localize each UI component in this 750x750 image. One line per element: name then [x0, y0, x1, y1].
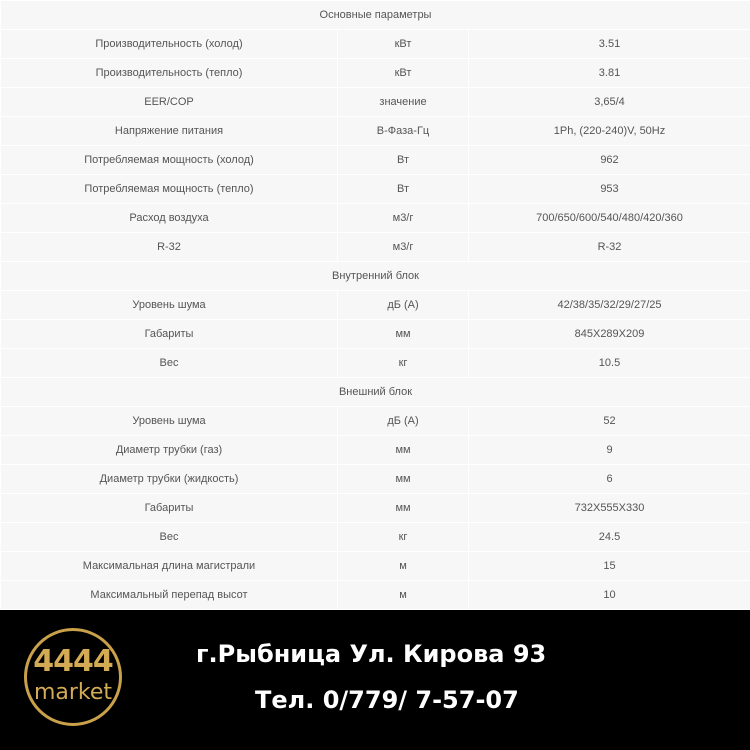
- cell-unit: дБ (А): [338, 291, 469, 320]
- cell-param: Габариты: [1, 320, 338, 349]
- cell-param: Потребляемая мощность (тепло): [1, 175, 338, 204]
- section-title: Основные параметры: [1, 1, 750, 30]
- cell-param: Максимальный перепад высот: [1, 581, 338, 610]
- cell-value: 962: [469, 146, 750, 175]
- table-row: [1, 146, 750, 175]
- table-row: [1, 407, 750, 436]
- section-header-row: [1, 262, 750, 291]
- cell-unit: м3/г: [338, 204, 469, 233]
- store-address: г.Рыбница Ул. Кирова 93: [196, 640, 547, 668]
- cell-value: 1Ph, (220-240)V, 50Hz: [469, 117, 750, 146]
- table-row: [1, 494, 750, 523]
- logo-word: market: [33, 680, 113, 705]
- cell-value: 10.5: [469, 349, 750, 378]
- table-row: [1, 581, 750, 610]
- cell-param: Уровень шума: [1, 291, 338, 320]
- cell-param: Вес: [1, 523, 338, 552]
- cell-value: R-32: [469, 233, 750, 262]
- cell-param: Потребляемая мощность (холод): [1, 146, 338, 175]
- cell-unit: значение: [338, 88, 469, 117]
- table-row: [1, 291, 750, 320]
- cell-unit: мм: [338, 436, 469, 465]
- cell-unit: дБ (А): [338, 407, 469, 436]
- cell-value: 845Х289Х209: [469, 320, 750, 349]
- cell-unit: м3/г: [338, 233, 469, 262]
- cell-param: Расход воздуха: [1, 204, 338, 233]
- cell-unit: кВт: [338, 59, 469, 88]
- cell-param: Диаметр трубки (газ): [1, 436, 338, 465]
- cell-value: 3.51: [469, 30, 750, 59]
- cell-value: 10: [469, 581, 750, 610]
- cell-param: R-32: [1, 233, 338, 262]
- cell-value: 3.81: [469, 59, 750, 88]
- cell-value: 52: [469, 407, 750, 436]
- table-row: [1, 436, 750, 465]
- cell-unit: мм: [338, 494, 469, 523]
- store-phone: Тел. 0/779/ 7-57-07: [255, 686, 519, 714]
- cell-param: Уровень шума: [1, 407, 338, 436]
- cell-value: 9: [469, 436, 750, 465]
- cell-value: 700/650/600/540/480/420/360: [469, 204, 750, 233]
- cell-value: 732Х555Х330: [469, 494, 750, 523]
- table-row: [1, 523, 750, 552]
- cell-unit: м: [338, 552, 469, 581]
- cell-param: Вес: [1, 349, 338, 378]
- spec-table-body: [1, 1, 750, 610]
- cell-value: 3,65/4: [469, 88, 750, 117]
- section-header-row: [1, 1, 750, 30]
- cell-param: Диаметр трубки (жидкость): [1, 465, 338, 494]
- cell-param: Максимальная длина магистрали: [1, 552, 338, 581]
- table-row: [1, 465, 750, 494]
- table-row: [1, 59, 750, 88]
- cell-unit: кВт: [338, 30, 469, 59]
- table-row: [1, 117, 750, 146]
- cell-param: EER/COP: [1, 88, 338, 117]
- cell-unit: кг: [338, 523, 469, 552]
- cell-param: Производительность (холод): [1, 30, 338, 59]
- cell-unit: Вт: [338, 146, 469, 175]
- section-header-row: [1, 378, 750, 407]
- table-row: [1, 204, 750, 233]
- cell-value: 42/38/35/32/29/27/25: [469, 291, 750, 320]
- section-title: Внешний блок: [1, 378, 750, 407]
- cell-unit: В-Фаза-Гц: [338, 117, 469, 146]
- logo: [24, 624, 128, 736]
- cell-value: 24.5: [469, 523, 750, 552]
- table-row: [1, 552, 750, 581]
- footer-banner: [0, 610, 750, 750]
- logo-number: 4444: [33, 644, 113, 679]
- table-row: [1, 175, 750, 204]
- table-row: [1, 30, 750, 59]
- table-row: [1, 349, 750, 378]
- cell-unit: мм: [338, 465, 469, 494]
- cell-unit: Вт: [338, 175, 469, 204]
- table-row: [1, 233, 750, 262]
- cell-param: Габариты: [1, 494, 338, 523]
- cell-unit: мм: [338, 320, 469, 349]
- section-title: Внутренний блок: [1, 262, 750, 291]
- cell-param: Напряжение питания: [1, 117, 338, 146]
- cell-value: 6: [469, 465, 750, 494]
- cell-unit: м: [338, 581, 469, 610]
- table-row: [1, 320, 750, 349]
- cell-param: Производительность (тепло): [1, 59, 338, 88]
- cell-unit: кг: [338, 349, 469, 378]
- table-row: [1, 88, 750, 117]
- cell-value: 15: [469, 552, 750, 581]
- cell-value: 953: [469, 175, 750, 204]
